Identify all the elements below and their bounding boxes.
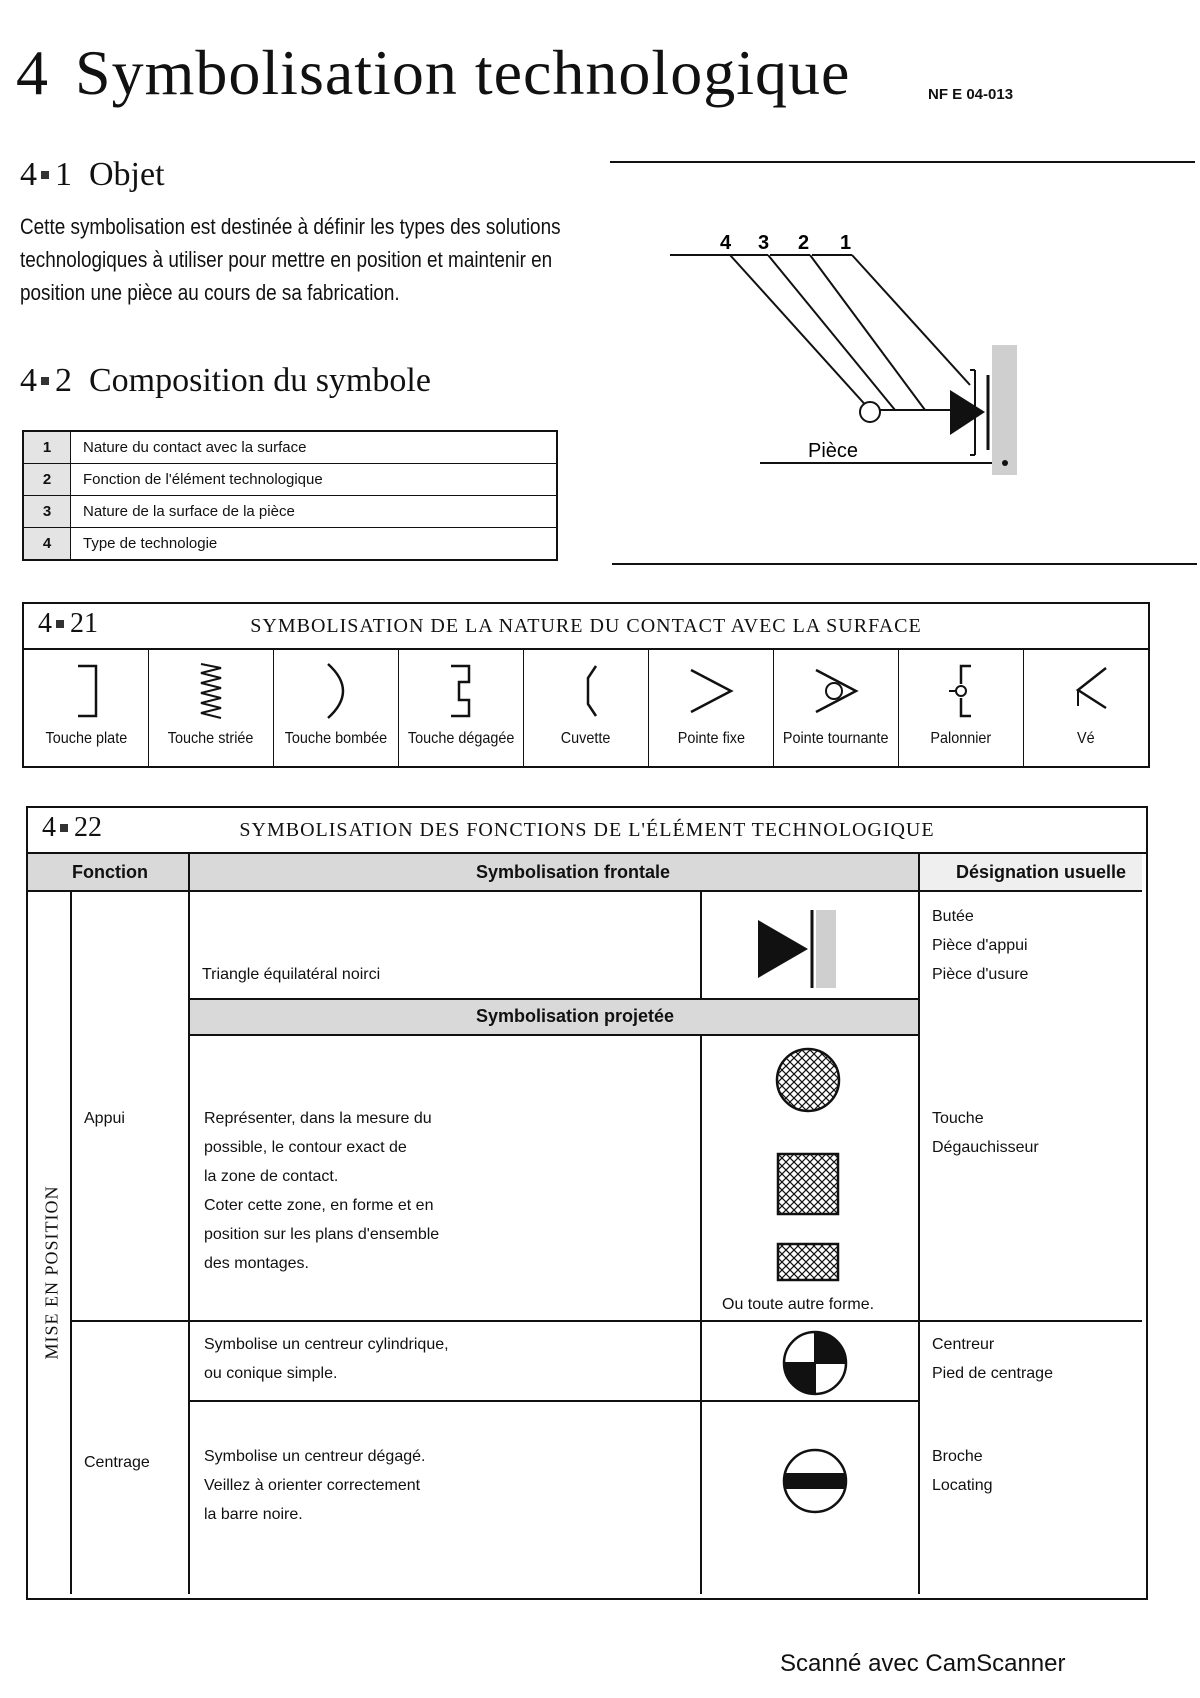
column-header-frontale: Symbolisation frontale	[476, 862, 671, 882]
appui-designation-2: Pièce d'appui	[932, 937, 1028, 954]
column-header-designation: Désignation usuelle	[956, 862, 1127, 882]
contact-cell: Vé	[1024, 650, 1148, 766]
table-row: 4 Type de technologie	[23, 528, 557, 561]
diagram-label-3: 3	[758, 232, 770, 254]
section-composition-heading: 4 2 Composition du symbole	[20, 362, 431, 399]
column-header-projetee: Symbolisation projetée	[476, 1006, 675, 1026]
contact-nature-table	[22, 602, 1150, 768]
striated-contact-icon	[181, 658, 241, 724]
contact-cell: Pointe fixe	[649, 650, 774, 766]
cylindrical-centering-icon	[780, 1328, 850, 1398]
contact-cell: Touche striée	[149, 650, 274, 766]
page-title: 4 Symbolisation technologique	[16, 37, 851, 108]
support-triangle-icon	[748, 900, 848, 994]
section-rule	[610, 161, 1195, 163]
contact-cell: Touche bombée	[274, 650, 399, 766]
centrage-row1-designation-1: Centreur	[932, 1336, 995, 1353]
appui-projetee-text-6: des montages.	[204, 1255, 309, 1272]
hatched-circle-icon	[777, 1049, 839, 1111]
norm-reference: NF E 04-013	[928, 86, 1014, 103]
flat-contact-icon	[56, 658, 116, 724]
functions-table-header	[28, 808, 1146, 854]
workpiece-hatch	[992, 345, 1017, 475]
contact-section-id: 4 21	[38, 608, 98, 639]
appui-projetee-text-2: possible, le contour exact de	[204, 1139, 407, 1156]
domed-contact-icon	[306, 658, 366, 724]
centrage-row2-designation-1: Broche	[932, 1448, 983, 1465]
centrage-row2-text-2: Veillez à orienter correctement	[204, 1477, 421, 1494]
section-objet-heading: 4 1 Objet	[20, 156, 165, 193]
rocker-icon	[931, 658, 991, 724]
diagram-label-2: 2	[798, 232, 810, 254]
appui-projetee-text-5: position sur les plans d'ensemble	[204, 1226, 440, 1243]
appui-designation-1: Butée	[932, 908, 974, 925]
symbol-composition-diagram	[670, 225, 1030, 485]
hatched-square-icon	[778, 1154, 838, 1214]
centrage-row2-text-1: Symbolise un centreur dégagé.	[204, 1448, 426, 1465]
cup-icon	[556, 658, 616, 724]
contact-cell: Touche dégagée	[399, 650, 524, 766]
contact-cell: Touche plate	[24, 650, 149, 766]
diagram-label-1: 1	[840, 232, 852, 254]
diagram-piece-label: Pièce	[808, 440, 859, 462]
appui-projetee-designation-1: Touche	[932, 1110, 984, 1127]
appui-projetee-text-1: Représenter, dans la mesure du	[204, 1110, 432, 1127]
functions-table	[26, 806, 1148, 1600]
column-header-fonction: Fonction	[72, 862, 148, 882]
composition-table	[22, 430, 558, 561]
centrage-row2-text-3: la barre noire.	[204, 1506, 303, 1523]
section-bullet	[41, 171, 49, 179]
scanner-watermark: Scanné avec CamScanner	[780, 1650, 1066, 1677]
support-triangle-icon	[950, 390, 985, 435]
relieved-contact-icon	[431, 658, 491, 724]
hatched-rectangle-icon	[778, 1244, 838, 1280]
contact-cell: Palonnier	[899, 650, 1024, 766]
contact-circle-icon	[860, 402, 880, 422]
centrage-row1-text-2: ou conique simple.	[204, 1365, 338, 1382]
fixed-point-icon	[681, 658, 741, 724]
appui-frontale-text: Triangle équilatéral noirci	[202, 966, 381, 983]
projected-contact-shapes	[758, 1046, 858, 1286]
centrage-row2-designation-2: Locating	[932, 1477, 993, 1494]
appui-projetee-note: Ou toute autre forme.	[722, 1296, 875, 1313]
relieved-centering-icon	[780, 1446, 850, 1516]
section-rule	[612, 563, 1197, 565]
objet-paragraph: Cette symbolisation est destinée à définir les types des solutions technologiques à utiliser pour mettre en position et maintenir en position une pièce au cours de sa fabrication.	[20, 214, 561, 305]
appui-projetee-text-3: la zone de contact.	[204, 1168, 339, 1185]
contact-cell: Pointe tournante	[774, 650, 899, 766]
centrage-row1-designation-2: Pied de centrage	[932, 1365, 1053, 1382]
v-block-icon	[1056, 658, 1116, 724]
function-appui-label: Appui	[84, 1110, 125, 1127]
section-bullet	[41, 377, 49, 385]
table-row: 2 Fonction de l'élément technologique	[23, 464, 557, 496]
appui-designation-3: Pièce d'usure	[932, 966, 1029, 983]
rotating-point-icon	[806, 658, 866, 724]
contact-cell: Cuvette	[524, 650, 649, 766]
functions-table-caption: SYMBOLISATION DES FONCTIONS DE L'ÉLÉMENT TECHNOLOGIQUE	[239, 819, 935, 841]
function-centrage-label: Centrage	[84, 1454, 150, 1471]
table-row: 3 Nature de la surface de la pièce	[23, 496, 557, 528]
table-row: 1 Nature du contact avec la surface	[23, 431, 557, 464]
functions-section-id: 4 22	[42, 812, 102, 843]
centrage-row1-text-1: Symbolise un centreur cylindrique,	[204, 1336, 449, 1353]
contact-table-caption: SYMBOLISATION DE LA NATURE DU CONTACT AVEC LA SURFACE	[250, 615, 922, 637]
side-label-mise-en-position: MISE EN POSITION	[41, 1185, 62, 1360]
contact-table-header	[24, 604, 1148, 650]
appui-projetee-designation-2: Dégauchisseur	[932, 1139, 1039, 1156]
diagram-label-4: 4	[720, 232, 732, 254]
appui-projetee-text-4: Coter cette zone, en forme et en	[204, 1197, 434, 1214]
